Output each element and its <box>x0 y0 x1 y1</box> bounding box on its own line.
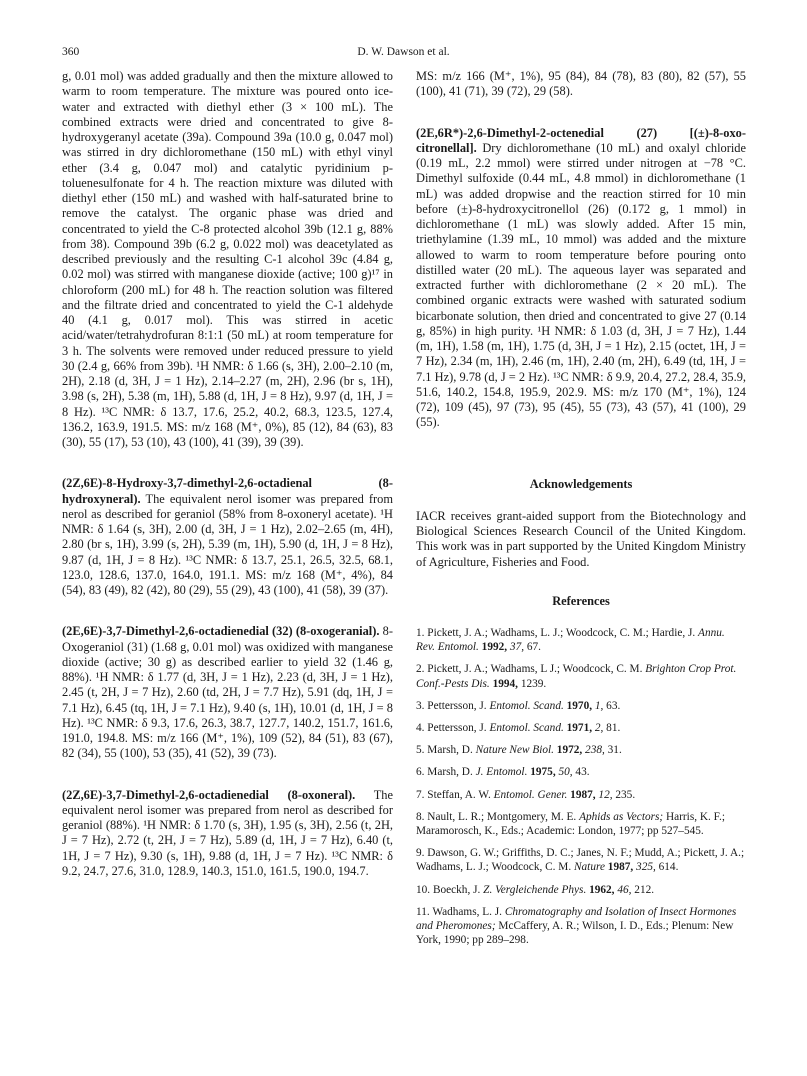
compound-title: (2E,6R*)-2,6-Dimethyl-2-octenedial (27) [(±)-8-oxo-citronellal]. <box>416 125 746 155</box>
left-column <box>62 69 393 905</box>
acknowledgements-heading: Acknowledgements <box>529 476 633 491</box>
reference-item: 8. Nault, L. R.; Montgomery, M. E. Aphids as Vectors; Harris, K. F.; Maramorosch, K., Eds.; Academic: London, 1977; pp 527–545. <box>416 810 726 838</box>
paragraph-8-oxocitronellal <box>416 126 746 431</box>
paragraph-8-oxogeranial <box>62 624 393 761</box>
paragraph-procedure-continued: g, 0.01 mol) was added gradually and then the mixture allowed to warm to room temperature. The mixture was poured onto ice-water and extracted with diethyl ether (3 × 100 mL). The combined extracts were dried and concentrated to give 8-hydroxygeranyl acetate (39a). Compound 39a (10.0 g, 0.047 mol) was stirred in dry dichloromethane (150 mL) with ethyl vinyl ether (3.4 g, 0.047 mol) and catalytic pyridinium p-toluenesulfonate for 4 h. The reaction mixture was diluted with diethyl ether (150 mL) and washed with half-saturated brine to remove the catalyst. The organic phase was dried and concentrated to yield the C-8 protected alcohol 39b (12.1 g, 88% from 38). Compound 39b (6.2 g, 0.022 mol) was deacetylated as described previously and the resulting C-1 alcohol 39c (4.84 g, 0.02 mol) was stirred with manganese dioxide (active; 100 g)¹⁷ in chloroform (200 mL) for 48 h. The reaction solution was filtered and the filtrate dried and concentrated to yield the C-1 aldehyde 40 (4.1 g, 0.017 mol). This was stirred in acetic acid/water/tetrahydrofuran 8:1:1 (50 mL) at room temperature for 3 h. The solvents were removed under reduced pressure to yield 30 (2.4 g, 66% from 39b). ¹H NMR: δ 1.66 (s, 3H), 2.00–2.10 (m, 2H), 2.18 (d, 3H, J = 1 Hz), 2.14–2.27 (m, 2H), 2.96 (br s, 1H), 3.98 (s, 2H), 5.38 (m, 1H), 5.88 (d, 1H, J = 8 Hz), 9.97 (d, 1H, J = 8 Hz). ¹³C NMR: δ 13.7, 17.6, 25.2, 40.2, 68.3, 123.5, 127.4, 136.2, 163.9, 191.5. MS: m/z 168 (M⁺, 0%), 85 (12), 84 (63), 83 (30), 55 (17), 53 (10), 43 (100), 41 (39), 39 (39). <box>62 69 393 449</box>
compound-title: (2E,6E)-3,7-Dimethyl-2,6-octadienedial (32) (8-oxogeranial). <box>62 624 380 639</box>
paragraph-body: The equivalent nerol isomer was prepared from nerol as described for geraniol (58% from 8-oxoneryl acetate). ¹H NMR: δ 1.64 (s, 3H), 2.00 (d, 3H, J = 1 Hz), 2.02–2.65 (m, 4H), 2.80 (br s, 1H), 3.99 (s, 2H), 5.39 (m, 1H), 5.90 (d, 1H, J = 8 Hz), 9.87 (d, 1H, J = 8 Hz). ¹³C NMR: δ 13.7, 25.1, 26.5, 32.5, 68.1, 123.0, 128.6, 137.0, 164.0, 191.1. MS: m/z 168 (M⁺, 4%), 84 (54), 83 (49), 82 (42), 80 (29), 55 (29), 43 (100), 41 (58), 39 (37). <box>62 491 393 597</box>
acknowledgements-body: IACR receives grant-aided support from the Biotechnology and Biological Sciences Research Council of the United Kingdom. This work was in part supported by the United Kingdom Ministry of Agriculture, Fisheries and Food. <box>416 508 746 569</box>
compound-title: (2Z,6E)-8-Hydroxy-3,7-dimethyl-2,6-octadienal (8-hydroxyneral). <box>62 476 393 506</box>
reference-item: 10. Boeckh, J. Z. Vergleichende Phys. 1962, 46, 212. <box>416 883 655 896</box>
reference-item: 1. Pickett, J. A.; Wadhams, L. J.; Woodcock, C. M.; Hardie, J. Annu. Rev. Entomol. 1992, 37, 67. <box>416 627 725 654</box>
reference-item: 7. Steffan, A. W. Entomol. Gener. 1987, 12, 235. <box>416 788 636 801</box>
references-heading: References <box>552 593 610 608</box>
paragraph-ms-continued: MS: m/z 166 (M⁺, 1%), 95 (84), 84 (78), 83 (80), 82 (57), 55 (100), 41 (71), 39 (72), 29 (58). <box>416 69 746 99</box>
reference-item: 2. Pickett, J. A.; Wadhams, L J.; Woodcock, C. M. Brighton Crop Prot. Conf.-Pests Dis. 1994, 1239. <box>416 663 737 690</box>
reference-item: 4. Pettersson, J. Entomol. Scand. 1971, 2, 81. <box>416 722 621 735</box>
compound-title: (2Z,6E)-3,7-Dimethyl-2,6-octadienedial (8-oxoneral). <box>62 787 356 802</box>
reference-item: 3. Pettersson, J. Entomol. Scand. 1970, 1, 63. <box>416 699 621 712</box>
paragraph-8-hydroxyneral <box>62 476 393 598</box>
running-head: D. W. Dawson et al. <box>357 46 450 58</box>
page-number: 360 <box>62 46 80 58</box>
paragraph-body: 8-Oxogeraniol (31) (1.68 g, 0.01 mol) was oxidized with manganese dioxide (active; 30 g) as described earlier to yield 32 (1.46 g, 88%). ¹H NMR: δ 1.77 (d, 3H, J = 1 Hz), 2.23 (d, 3H, J = 1 Hz), 2.45 (t, 2H, J = 7 Hz), 2.60 (td, 2H, J = 7.7 Hz), 5.91 (dq, 1H, J = 7.1 Hz), 6.45 (tq, 1H, J = 7.1 Hz), 9.40 (s, 1H), 10.01 (d, 1H, J = 8 Hz). ¹³C NMR: δ 9.3, 17.6, 26.3, 38.7, 127.7, 140.2, 151.7, 161.6, 191.0, 194.8. MS: m/z 166 (M⁺, 1%), 109 (52), 84 (51), 83 (67), 82 (34), 55 (100), 53 (35), 41 (52), 39 (73). <box>62 624 393 761</box>
paragraph-body: The equivalent nerol isomer was prepared from nerol as described for geraniol (88%). ¹H NMR: δ 1.70 (s, 3H), 1.95 (s, 3H), 2.56 (t, 2H, J = 7 Hz), 2.72 (t, 2H, J = 7 Hz), 5.89 (d, 1H, J = 7 Hz), 6.40 (t, 1H, J = 7 Hz), 9.30 (s, 1H), 9.88 (d, 1H, J = 7 Hz). ¹³C NMR: δ 9.2, 24.7, 27.6, 31.0, 128.9, 140.3, 151.0, 161.5, 190.0, 194.7. <box>62 787 394 878</box>
references-list <box>416 626 746 947</box>
reference-item: 6. Marsh, D. J. Entomol. 1975, 50, 43. <box>416 766 590 779</box>
paragraph-body: Dry dichloromethane (10 mL) and oxalyl chloride (0.19 mL, 2.2 mmol) were stirred under nitrogen at −78 °C. Dimethyl sulfoxide (0.44 mL, 4.8 mmol) in dichloromethane (1 mL) was added dropwise and the reaction stirred for 10 min before (±)-8-hydroxycitronellol (26) (0.172 g, 1 mmol) in dichloromethane (1 mL) was slowly added. After 15 min, triethylamine (1.39 mL, 10 mmol) was added and the mixture allowed to warm to room temperature before pouring onto distilled water (20 mL). The aqueous layer was separated and extracted further with dichloromethane (2 × 20 mL). The combined organic extracts were washed with saturated sodium bicarbonate solution, then dried and concentrated to give 27 (0.14 g, 85%) in high purity. ¹H NMR: δ 1.03 (d, 3H, J = 7 Hz), 1.44 (m, 1H), 1.58 (m, 1H), 1.75 (d, 3H, J = 1 Hz), 2.15 (octet, 1H, J = 7 Hz), 2.34 (m, 1H), 2.46 (m, 1H), 2.40 (m, 2H), 6.49 (td, 1H, J = 7.1 Hz), 9.78 (d, J = 2 Hz). ¹³C NMR: δ 9.9, 20.4, 27.2, 28.4, 35.9, 51.6, 140.2, 154.8, 195.9, 202.9. MS: m/z 170 (M⁺, 1%), 124 (72), 109 (45), 97 (73), 95 (45), 55 (73), 43 (57), 41 (100), 29 (55). <box>416 140 746 430</box>
reference-item: 5. Marsh, D. Nature New Biol. 1972, 238, 31. <box>416 744 622 757</box>
reference-item: 11. Wadhams, L. J. Chromatography and Isolation of Insect Hormones and Pheromones; McCaffery, A. R.; Wilson, I. D., Eds.; Plenum: New York, 1990; pp 289–298. <box>416 905 737 947</box>
right-column <box>416 69 746 955</box>
paragraph-8-oxoneral <box>62 788 393 880</box>
reference-item: 9. Dawson, G. W.; Griffiths, D. C.; Janes, N. F.; Mudd, A.; Pickett, J. A.; Wadhams, L. J.; Woodcock, C. M. Nature 1987, 325, 614. <box>416 847 745 874</box>
